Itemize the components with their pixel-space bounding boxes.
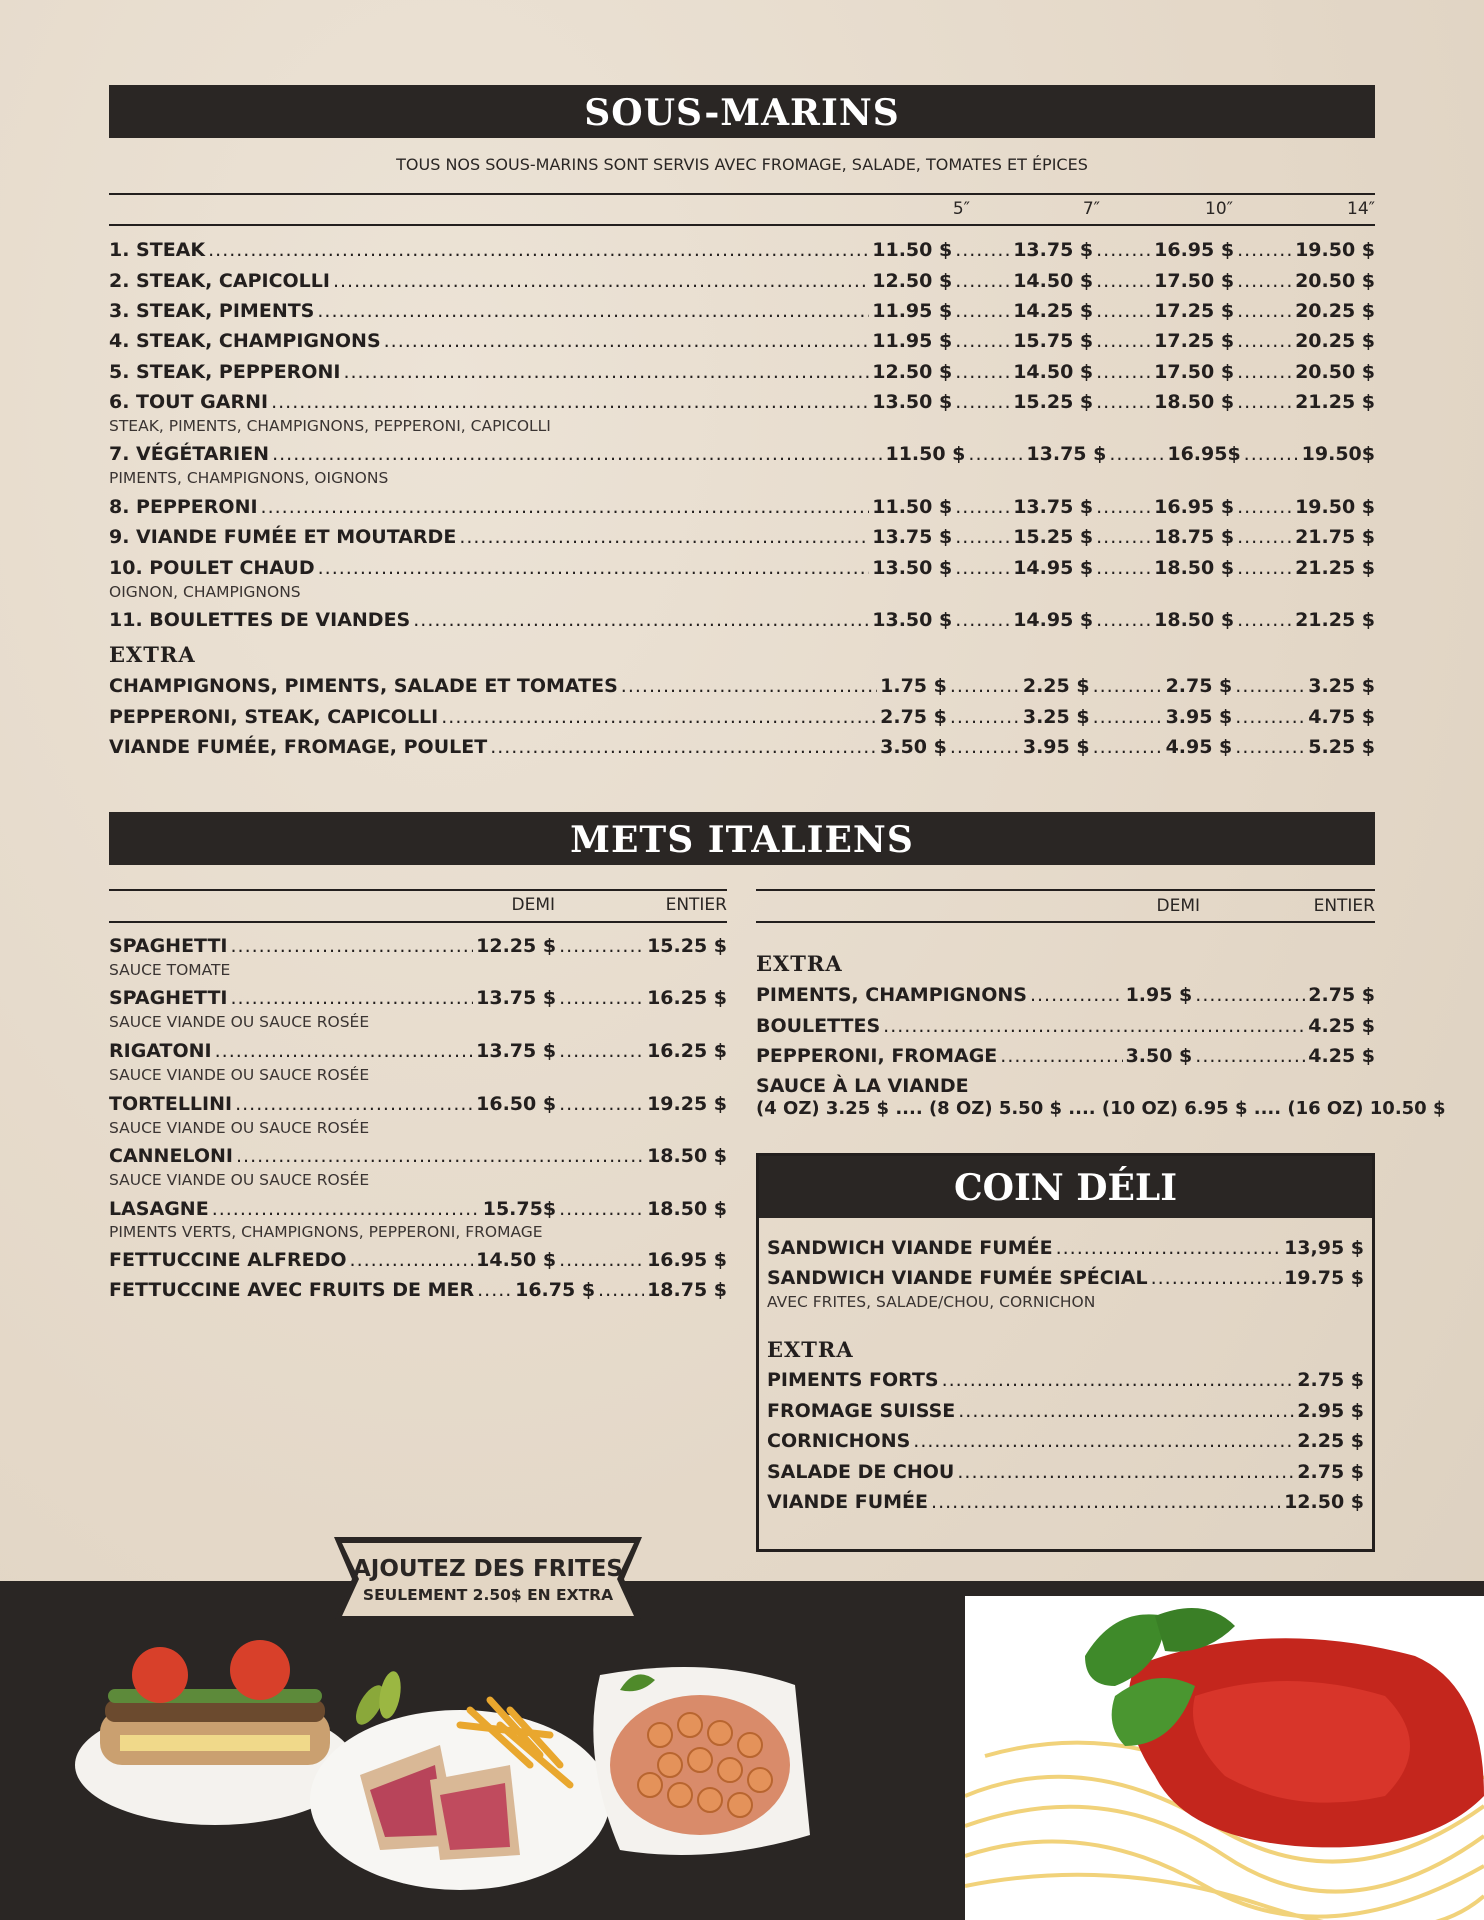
price-entier: 4.25 $	[1308, 1015, 1375, 1037]
item-description: SAUCE TOMATE	[109, 961, 231, 979]
price: 13.50 $	[872, 609, 953, 631]
price: 15.75 $	[1013, 330, 1094, 352]
price: 17.50 $	[1154, 361, 1235, 383]
price: 2.25 $	[1297, 1430, 1364, 1452]
size-header: 5″	[952, 199, 970, 219]
item-name: FETTUCCINE AVEC FRUITS DE MER	[109, 1279, 475, 1301]
menu-item	[767, 1369, 1364, 1395]
price: 2.25 $	[1022, 675, 1090, 697]
menu-item	[109, 361, 1375, 387]
item-name: CANNELONI	[109, 1145, 233, 1167]
price-demi: 13.75 $	[476, 1040, 557, 1062]
sauce-title: SAUCE À LA VIANDE	[756, 1075, 969, 1097]
price: 19.50 $	[1295, 496, 1375, 518]
extra-heading: EXTRA	[767, 1337, 854, 1362]
item-name: 5. STEAK, PEPPERONI	[109, 361, 341, 383]
price: 13.75 $	[1026, 443, 1107, 465]
spaghetti-image	[965, 1596, 1484, 1920]
divider	[109, 224, 1375, 226]
item-name: 9. VIANDE FUMÉE ET MOUTARDE	[109, 526, 457, 548]
price-demi: 15.75$	[482, 1198, 557, 1220]
menu-item	[109, 526, 1375, 552]
menu-item	[756, 1045, 1375, 1071]
menu-item	[109, 1145, 727, 1171]
price: 13,95 $	[1284, 1237, 1364, 1259]
smoked-meat-image	[310, 1670, 610, 1890]
price-demi: 14.50 $	[476, 1249, 557, 1271]
price: 21.25 $	[1295, 609, 1375, 631]
price: 19.50$	[1301, 443, 1375, 465]
menu-item	[756, 1015, 1375, 1041]
section-title-mets-italiens: METS ITALIENS	[109, 812, 1375, 865]
menu-item	[109, 300, 1375, 326]
price-demi: 13.75 $	[476, 987, 557, 1009]
menu-item	[767, 1461, 1364, 1487]
price: 11.50 $	[872, 496, 953, 518]
price: 13.75 $	[1013, 496, 1094, 518]
menu-item	[767, 1267, 1364, 1293]
price: 13.75 $	[872, 526, 953, 548]
price: 15.25 $	[1013, 526, 1094, 548]
food-photos	[60, 1615, 920, 1920]
price: 3.95 $	[1165, 706, 1233, 728]
menu-item	[109, 496, 1375, 522]
price-demi: 1.95 $	[1125, 984, 1193, 1006]
price-demi: 3.50 $	[1125, 1045, 1193, 1067]
item-name: TORTELLINI	[109, 1093, 233, 1115]
price-entier: 16.95 $	[647, 1249, 727, 1271]
price: 18.50 $	[1154, 609, 1235, 631]
item-name: SANDWICH VIANDE FUMÉE SPÉCIAL	[767, 1267, 1148, 1289]
price: 2.75 $	[880, 706, 947, 728]
menu-item	[109, 1249, 727, 1275]
price: 16.95$	[1167, 443, 1241, 465]
item-name: SALADE DE CHOU	[767, 1461, 955, 1483]
sous-marins-subtitle: TOUS NOS SOUS-MARINS SONT SERVIS AVEC FROMAGE, SALADE, TOMATES ET ÉPICES	[396, 155, 1088, 174]
price: 19.75 $	[1284, 1267, 1364, 1289]
price: 11.95 $	[872, 330, 953, 352]
item-name: 2. STEAK, CAPICOLLI	[109, 270, 330, 292]
price-demi: 16.75 $	[515, 1279, 596, 1301]
col-header-demi: DEMI	[1156, 896, 1200, 916]
divider	[109, 921, 727, 923]
price: 11.50 $	[872, 239, 953, 261]
divider	[109, 889, 727, 891]
price: 5.25 $	[1308, 736, 1375, 758]
item-name: SANDWICH VIANDE FUMÉE	[767, 1237, 1053, 1259]
price-entier: 16.25 $	[647, 1040, 727, 1062]
item-name: LASAGNE	[109, 1198, 209, 1220]
price-entier: 18.75 $	[647, 1279, 727, 1301]
item-description: OIGNON, CHAMPIGNONS	[109, 583, 301, 601]
divider	[756, 889, 1375, 891]
menu-item	[109, 270, 1375, 296]
item-name: SPAGHETTI	[109, 987, 228, 1009]
price: 12.50 $	[1284, 1491, 1364, 1513]
price: 21.75 $	[1295, 526, 1375, 548]
price: 12.50 $	[872, 361, 953, 383]
price: 13.75 $	[1013, 239, 1094, 261]
menu-item	[109, 987, 727, 1013]
item-description: SAUCE VIANDE OU SAUCE ROSÉE	[109, 1066, 370, 1084]
price: 4.95 $	[1165, 736, 1233, 758]
price: 20.50 $	[1295, 361, 1375, 383]
price: 2.75 $	[1297, 1461, 1364, 1483]
price: 17.25 $	[1154, 300, 1235, 322]
menu-item	[109, 1198, 727, 1224]
menu-item	[109, 443, 1375, 469]
item-name: 3. STEAK, PIMENTS	[109, 300, 315, 322]
price: 18.50 $	[1154, 557, 1235, 579]
item-name: 11. BOULETTES DE VIANDES	[109, 609, 411, 631]
menu-item	[767, 1430, 1364, 1456]
item-name: RIGATONI	[109, 1040, 212, 1062]
item-name: PEPPERONI, STEAK, CAPICOLLI	[109, 706, 439, 728]
size-header: 14″	[1347, 199, 1375, 219]
price-entier: 19.25 $	[647, 1093, 727, 1115]
price: 18.50 $	[1154, 391, 1235, 413]
item-name: FROMAGE SUISSE	[767, 1400, 956, 1422]
price: 4.75 $	[1308, 706, 1375, 728]
price: 3.25 $	[1022, 706, 1090, 728]
item-name: VIANDE FUMÉE	[767, 1491, 929, 1513]
menu-item	[767, 1400, 1364, 1426]
price: 20.25 $	[1295, 300, 1375, 322]
price: 16.95 $	[1154, 239, 1235, 261]
price-entier: 18.50 $	[647, 1198, 727, 1220]
item-name: PIMENTS, CHAMPIGNONS	[756, 984, 1027, 1006]
price: 13.50 $	[872, 391, 953, 413]
price: 2.75 $	[1165, 675, 1233, 697]
section-title-sous-marins: SOUS-MARINS	[109, 85, 1375, 138]
menu-item	[756, 984, 1375, 1010]
tortellini-image	[593, 1667, 810, 1855]
item-description: SAUCE VIANDE OU SAUCE ROSÉE	[109, 1013, 370, 1031]
menu-item	[109, 239, 1375, 265]
item-name: FETTUCCINE ALFREDO	[109, 1249, 347, 1271]
menu-item	[109, 675, 1375, 701]
price-demi: 12.25 $	[476, 935, 557, 957]
menu-item	[109, 330, 1375, 356]
price: 11.95 $	[872, 300, 953, 322]
price: 14.95 $	[1013, 609, 1094, 631]
price: 19.50 $	[1295, 239, 1375, 261]
price-demi: 16.50 $	[476, 1093, 557, 1115]
item-name: 8. PEPPERONI	[109, 496, 258, 518]
extra-heading: EXTRA	[756, 951, 843, 976]
size-header: 10″	[1205, 199, 1233, 219]
price: 18.75 $	[1154, 526, 1235, 548]
price: 3.25 $	[1308, 675, 1375, 697]
price: 13.50 $	[872, 557, 953, 579]
price: 14.50 $	[1013, 361, 1094, 383]
price: 17.25 $	[1154, 330, 1235, 352]
item-name: 4. STEAK, CHAMPIGNONS	[109, 330, 381, 352]
promo-headline: AJOUTEZ DES FRITES	[353, 1556, 623, 1582]
item-name: CHAMPIGNONS, PIMENTS, SALADE ET TOMATES	[109, 675, 618, 697]
menu-item	[109, 736, 1375, 762]
menu-item	[109, 609, 1375, 635]
divider	[109, 193, 1375, 195]
price: 20.25 $	[1295, 330, 1375, 352]
menu-item	[109, 935, 727, 961]
divider	[756, 921, 1375, 923]
col-header-entier: ENTIER	[1313, 896, 1375, 916]
section-title-coin-deli: COIN DÉLI	[759, 1156, 1372, 1218]
price: 12.50 $	[872, 270, 953, 292]
price-entier: 4.25 $	[1308, 1045, 1375, 1067]
menu-item	[109, 391, 1375, 417]
price: 3.50 $	[880, 736, 947, 758]
price: 14.95 $	[1013, 557, 1094, 579]
price: 14.25 $	[1013, 300, 1094, 322]
menu-item	[109, 1093, 727, 1119]
price: 15.25 $	[1013, 391, 1094, 413]
price: 2.95 $	[1297, 1400, 1364, 1422]
item-name: 10. POULET CHAUD	[109, 557, 315, 579]
item-description: SAUCE VIANDE OU SAUCE ROSÉE	[109, 1171, 370, 1189]
item-name: BOULETTES	[756, 1015, 881, 1037]
item-name: 6. TOUT GARNI	[109, 391, 269, 413]
price: 16.95 $	[1154, 496, 1235, 518]
menu-item	[109, 1040, 727, 1066]
item-name: PIMENTS FORTS	[767, 1369, 939, 1391]
item-name: CORNICHONS	[767, 1430, 911, 1452]
price: 20.50 $	[1295, 270, 1375, 292]
sauce-prices: (4 OZ) 3.25 $ .... (8 OZ) 5.50 $ .... (10 OZ) 6.95 $ .... (16 OZ) 10.50 $	[756, 1098, 1446, 1119]
price: 17.50 $	[1154, 270, 1235, 292]
menu-item	[767, 1237, 1364, 1263]
item-name: PEPPERONI, FROMAGE	[756, 1045, 998, 1067]
item-description: STEAK, PIMENTS, CHAMPIGNONS, PEPPERONI, CAPICOLLI	[109, 417, 551, 435]
extra-heading: EXTRA	[109, 642, 196, 667]
price-entier: 15.25 $	[647, 935, 727, 957]
item-description: SAUCE VIANDE OU SAUCE ROSÉE	[109, 1119, 370, 1137]
price-entier: 18.50 $	[647, 1145, 727, 1167]
col-header-entier: ENTIER	[665, 895, 727, 915]
item-description: PIMENTS VERTS, CHAMPIGNONS, PEPPERONI, FROMAGE	[109, 1223, 543, 1241]
price: 11.50 $	[885, 443, 966, 465]
promo-subline: SEULEMENT 2.50$ EN EXTRA	[362, 1586, 614, 1604]
col-header-demi: DEMI	[511, 895, 555, 915]
menu-item	[767, 1491, 1364, 1517]
menu-item	[109, 557, 1375, 583]
price-entier: 16.25 $	[647, 987, 727, 1009]
price: 14.50 $	[1013, 270, 1094, 292]
price-entier: 2.75 $	[1308, 984, 1375, 1006]
item-name: SPAGHETTI	[109, 935, 228, 957]
item-description: AVEC FRITES, SALADE/CHOU, CORNICHON	[767, 1293, 1096, 1311]
price: 3.95 $	[1022, 736, 1090, 758]
menu-item	[109, 706, 1375, 732]
menu-item	[109, 1279, 727, 1305]
price: 21.25 $	[1295, 391, 1375, 413]
size-header: 7″	[1082, 199, 1100, 219]
item-name: 1. STEAK	[109, 239, 206, 261]
item-description: PIMENTS, CHAMPIGNONS, OIGNONS	[109, 469, 389, 487]
item-name: 7. VÉGÉTARIEN	[109, 443, 270, 465]
item-name: VIANDE FUMÉE, FROMAGE, POULET	[109, 736, 488, 758]
price: 2.75 $	[1297, 1369, 1364, 1391]
price: 1.75 $	[880, 675, 947, 697]
price: 21.25 $	[1295, 557, 1375, 579]
